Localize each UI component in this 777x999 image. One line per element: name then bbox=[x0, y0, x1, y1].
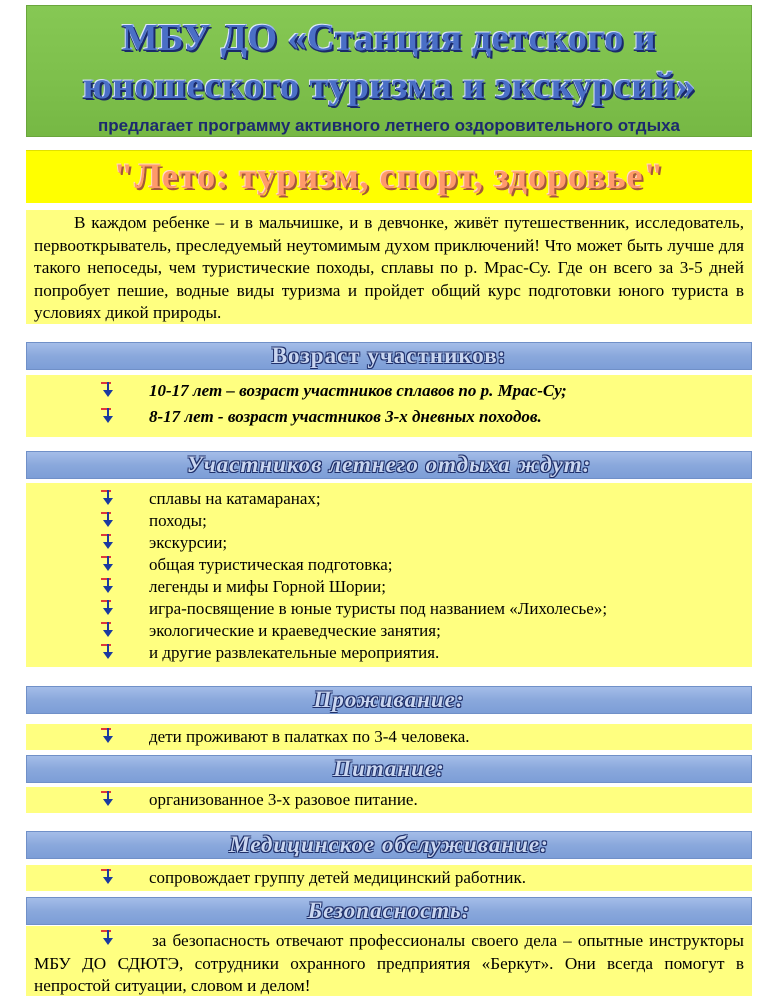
section-title-age: Возраст участников: bbox=[271, 343, 507, 368]
section-bar-medical bbox=[26, 831, 752, 859]
down-arrow-icon bbox=[101, 791, 115, 807]
list-item: экологические и краеведческие занятия; bbox=[26, 620, 752, 642]
intro-text: В каждом ребенке – и в мальчишке, и в девчонке, живёт путешественник, исследователь, первооткрыватель, преследуемый неутомимым духом приключений! Что может быть лучше для такого непоседы, чем туристические походы, сплавы по р. Мрас-Су. Где он всего за 3-5 дней попробует пешие, водные виды туризма и пройдет общий курс подготовки юного туриста в условиях дикой природы. bbox=[34, 213, 744, 322]
header-banner bbox=[26, 5, 752, 137]
safety-box bbox=[26, 926, 752, 996]
section-title-housing: Проживание: bbox=[313, 687, 465, 712]
section-bar-activities bbox=[26, 451, 752, 479]
list-item: сопровождает группу детей медицинский работник. bbox=[26, 867, 752, 889]
list-item: 8-17 лет - возраст участников 3-х дневных походов. bbox=[26, 406, 752, 428]
medical-list bbox=[26, 865, 752, 891]
list-item: и другие развлекательные мероприятия. bbox=[26, 642, 752, 664]
slogan-banner bbox=[26, 150, 752, 203]
down-arrow-icon bbox=[101, 869, 115, 885]
list-item: дети проживают в палатках по 3-4 человека. bbox=[26, 726, 752, 748]
section-bar-housing bbox=[26, 686, 752, 714]
offer-subtitle: предлагает программу активного летнего оздоровительного отдыха bbox=[97, 116, 681, 135]
section-bar-safety bbox=[26, 897, 752, 925]
safety-text: за безопасность отвечают профессионалы своего дела – опытные инструкторы МБУ ДО СДЮТЭ, сотрудники охранного предприятия «Беркут». Они всегда помогут в непростой ситуации, словом и делом! bbox=[34, 931, 744, 995]
org-name-line2: юношеского туризма и экскурсий» bbox=[82, 65, 696, 107]
housing-list bbox=[26, 724, 752, 750]
list-item: легенды и мифы Горной Шории; bbox=[26, 576, 752, 598]
list-item: сплавы на катамаранах; bbox=[26, 488, 752, 510]
section-title-food: Питание: bbox=[333, 756, 445, 781]
list-item: экскурсии; bbox=[26, 532, 752, 554]
down-arrow-icon bbox=[101, 512, 115, 528]
section-bar-age bbox=[26, 342, 752, 370]
list-item: 10-17 лет – возраст участников сплавов по р. Мрас-Су; bbox=[26, 380, 752, 402]
list-item: организованное 3-х разовое питание. bbox=[26, 789, 752, 811]
section-title-medical: Медицинское обслуживание: bbox=[229, 832, 549, 857]
down-arrow-icon bbox=[101, 578, 115, 594]
list-item: игра-посвящение в юные туристы под названием «Лихолесье»; bbox=[26, 598, 752, 620]
down-arrow-icon bbox=[101, 534, 115, 550]
age-list bbox=[26, 375, 752, 437]
section-bar-food bbox=[26, 755, 752, 783]
section-title-safety: Безопасность: bbox=[307, 898, 471, 923]
down-arrow-icon bbox=[101, 644, 115, 660]
activities-list bbox=[26, 483, 752, 667]
org-name-line1: МБУ ДО «Станция детского и bbox=[121, 17, 657, 59]
down-arrow-icon bbox=[101, 600, 115, 616]
down-arrow-icon bbox=[101, 728, 115, 744]
down-arrow-icon bbox=[101, 930, 115, 946]
down-arrow-icon bbox=[101, 490, 115, 506]
slogan-title: "Лето: туризм, спорт, здоровье" bbox=[113, 156, 665, 196]
down-arrow-icon bbox=[101, 622, 115, 638]
list-item: походы; bbox=[26, 510, 752, 532]
down-arrow-icon bbox=[101, 382, 115, 398]
section-title-activities: Участников летнего отдыха ждут: bbox=[186, 452, 592, 477]
food-list bbox=[26, 787, 752, 813]
down-arrow-icon bbox=[101, 556, 115, 572]
down-arrow-icon bbox=[101, 408, 115, 424]
intro-paragraph-box bbox=[26, 210, 752, 324]
list-item: общая туристическая подготовка; bbox=[26, 554, 752, 576]
